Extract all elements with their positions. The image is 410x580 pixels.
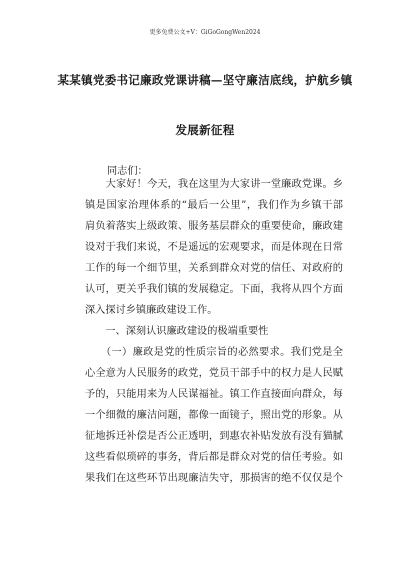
- body-line: 予的，只能用来为人民谋福祉。镇工作直接面向群众，每: [85, 389, 343, 400]
- header-note: 更多免费公文+V：GiGoGongWen2024: [149, 29, 261, 36]
- body-line: 肩负着落实上级政策、服务基层群众的重要使命，廉政建: [85, 221, 343, 232]
- body-line: 征地拆迁补偿是否公正透明，到惠农补贴发放有没有猫腻: [85, 431, 343, 442]
- body-line: （一）廉政是党的性质宗旨的必然要求。我们党是全: [85, 347, 343, 358]
- body-line: 认可，更关乎我们镇的发展稳定。下面，我将从四个方面: [85, 284, 343, 295]
- section-heading: 一、深刻认识廉政建设的极端重要性: [85, 326, 269, 337]
- body-line: 这些看似琐碎的事务，背后都是群众对党的信任考验。如: [85, 452, 343, 463]
- document-title-line-1: 某某镇党委书记廉政党课讲稿—坚守廉洁底线，护航乡镇: [57, 73, 353, 87]
- body-line: 工作的每一个细节里，关系到群众对党的信任、对政府的: [85, 263, 343, 274]
- body-line: 镇是国家治理体系的“最后一公里”，我们作为乡镇干部: [85, 200, 343, 211]
- body-line: 心全意为人民服务的政党，党员干部手中的权力是人民赋: [85, 368, 343, 379]
- body-line: 设对于我们来说，不是遥远的宏观要求，而是体现在日常: [85, 242, 343, 253]
- body-line: 果我们在这些环节出现廉洁失守，那损害的绝不仅仅是个: [85, 473, 343, 484]
- body-line: 深入探讨乡镇廉政建设工作。: [85, 305, 218, 316]
- document-title-line-2: 发展新征程: [175, 123, 235, 137]
- greeting: 同志们：: [107, 166, 148, 177]
- body-line: 大家好！今天，我在这里为大家讲一堂廉政党课。乡: [85, 179, 343, 190]
- body-line: 一个细微的廉洁问题，都像一面镜子，照出党的形象。从: [85, 410, 343, 421]
